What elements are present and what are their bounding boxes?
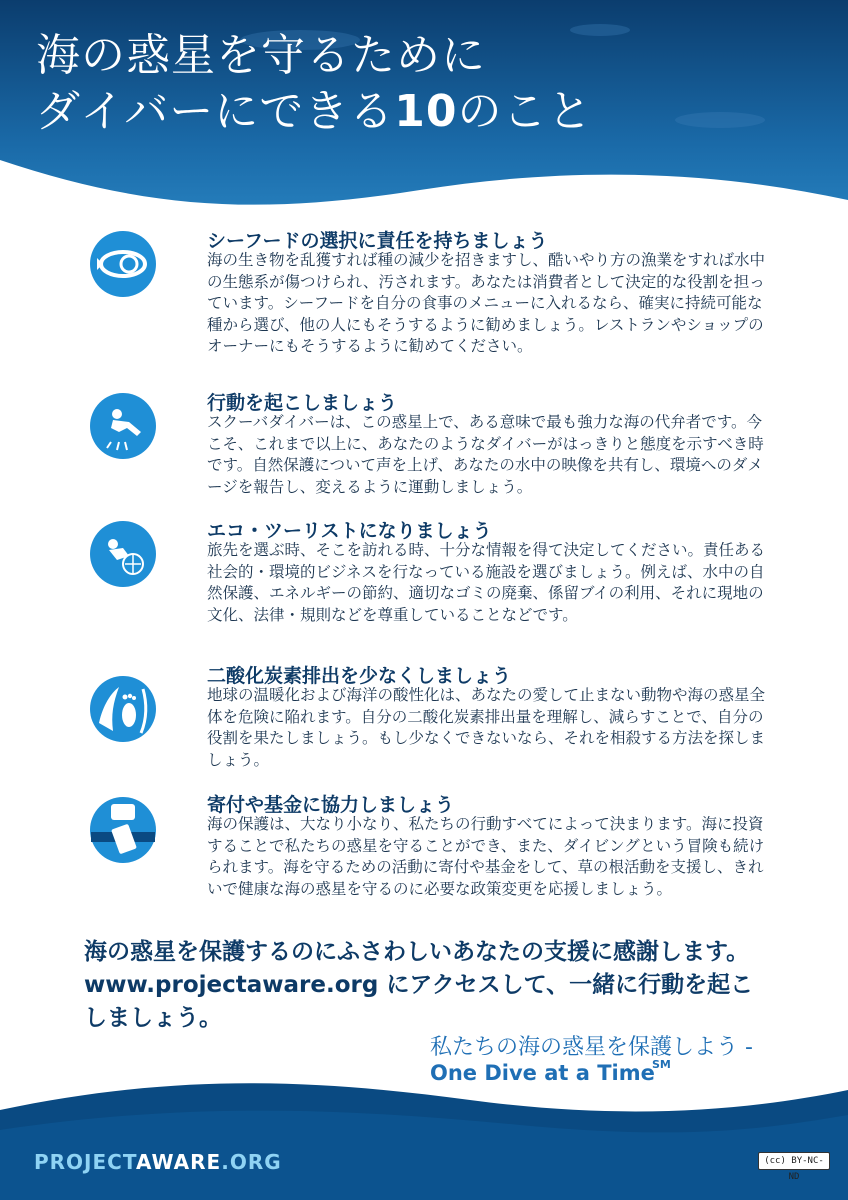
tagline-jp: 私たちの海の惑星を保護しよう - <box>430 1035 753 1060</box>
cc-license-badge: (cc) BY-NC-ND <box>758 1152 830 1170</box>
diver-icon <box>89 392 157 460</box>
title-line-2 <box>36 84 592 140</box>
service-mark: SM <box>652 1058 671 1071</box>
tip-body: スクーバダイバーは、この惑星上で、ある意味で最も強力な海の代弁者です。今こそ、これまで以上に、あなたのようなダイバーがはっきりと態度を示すべき時です。自然保護について声を上げ、あなたの水中の映像を共有し、環境へのダメージを報告し、変えるように運動しましょう。 <box>207 413 764 496</box>
logo-part-project: PROJECT <box>34 1150 136 1174</box>
logo-part-aware: AWARE <box>135 1150 222 1174</box>
donation-hand-icon <box>89 796 157 864</box>
eye-fish-icon <box>89 230 157 298</box>
projectaware-logo[interactable] <box>34 1150 282 1174</box>
title-number: 10 <box>394 86 458 137</box>
tip-heading: 二酸化炭素排出を少なくしましょう <box>207 665 512 687</box>
tip-heading: シーフードの選択に責任を持ちましょう <box>207 230 548 252</box>
tip-heading: 行動を起こしましょう <box>207 392 398 414</box>
tip-body: 海の保護は、大なり小なり、私たちの行動すべてによって決まります。海に投資することで私たちの惑星を守ることができ、また、ダイビングという冒険も続けられます。海を守るための活動に寄付や基金をして、草の根活動を支援し、きれいで健康な海の惑星を守るのに必要な政策変更を応援しましょう。 <box>207 815 765 898</box>
tip-body: 海の生き物を乱獲すれば種の減少を招きますし、酷いやり方の漁業をすれば水中の生態系が傷つけられ、汚されます。あなたは消費者として決定的な役割を担っています。シーフードを自分の食事のメニューに入れるなら、確実に持続可能な種から選び、他の人にもそうするように勧めましょう。レストランやショップのオーナーにもそうするように勧めてください。 <box>207 251 766 355</box>
logo-part-org: .ORG <box>221 1150 282 1174</box>
footer-banner <box>0 1070 848 1200</box>
title-line-2-a: ダイバーにできる <box>36 86 395 137</box>
footprint-icon <box>89 675 157 743</box>
title-line-1: 海の惑星を守るために <box>36 30 486 81</box>
title-line-2-b: のこと <box>457 86 593 137</box>
tip-body: 旅先を選ぶ時、そこを訪れる時、十分な情報を得て決定してください。責任ある社会的・環境的ビジネスを行なっている施設を選びましょう。例えば、水中の自然保護、エネルギーの節約、適切なゴミの廃棄、係留ブイの利用、それに現地の文化、法律・規則などを尊重していることなどです。 <box>207 541 766 624</box>
tip-body: 地球の温暖化および海洋の酸性化は、あなたの愛して止まない動物や海の惑星全体を危険に陥れます。自分の二酸化炭素排出量を理解し、減らすことで、自分の役割を果たしましょう。もし少なくできないなら、それを相殺する方法を探しましょう。 <box>207 686 766 769</box>
footer-wave <box>0 1070 848 1200</box>
diver-globe-icon <box>89 520 157 588</box>
tip-heading: エコ・ツーリストになりましょう <box>207 520 492 542</box>
thanks-message: 海の惑星を保護するのにふさわしいあなたの支援に感謝します。www.projectaware.org にアクセスして、一緒に行動を起こしましょう。 <box>84 939 754 1031</box>
license-text: BY-NC-ND <box>788 1156 824 1182</box>
header-banner <box>0 0 848 240</box>
tip-heading: 寄付や基金に協力しましょう <box>207 794 455 816</box>
tagline-en: One Dive at a Time <box>430 1061 655 1085</box>
page-title <box>36 28 592 140</box>
